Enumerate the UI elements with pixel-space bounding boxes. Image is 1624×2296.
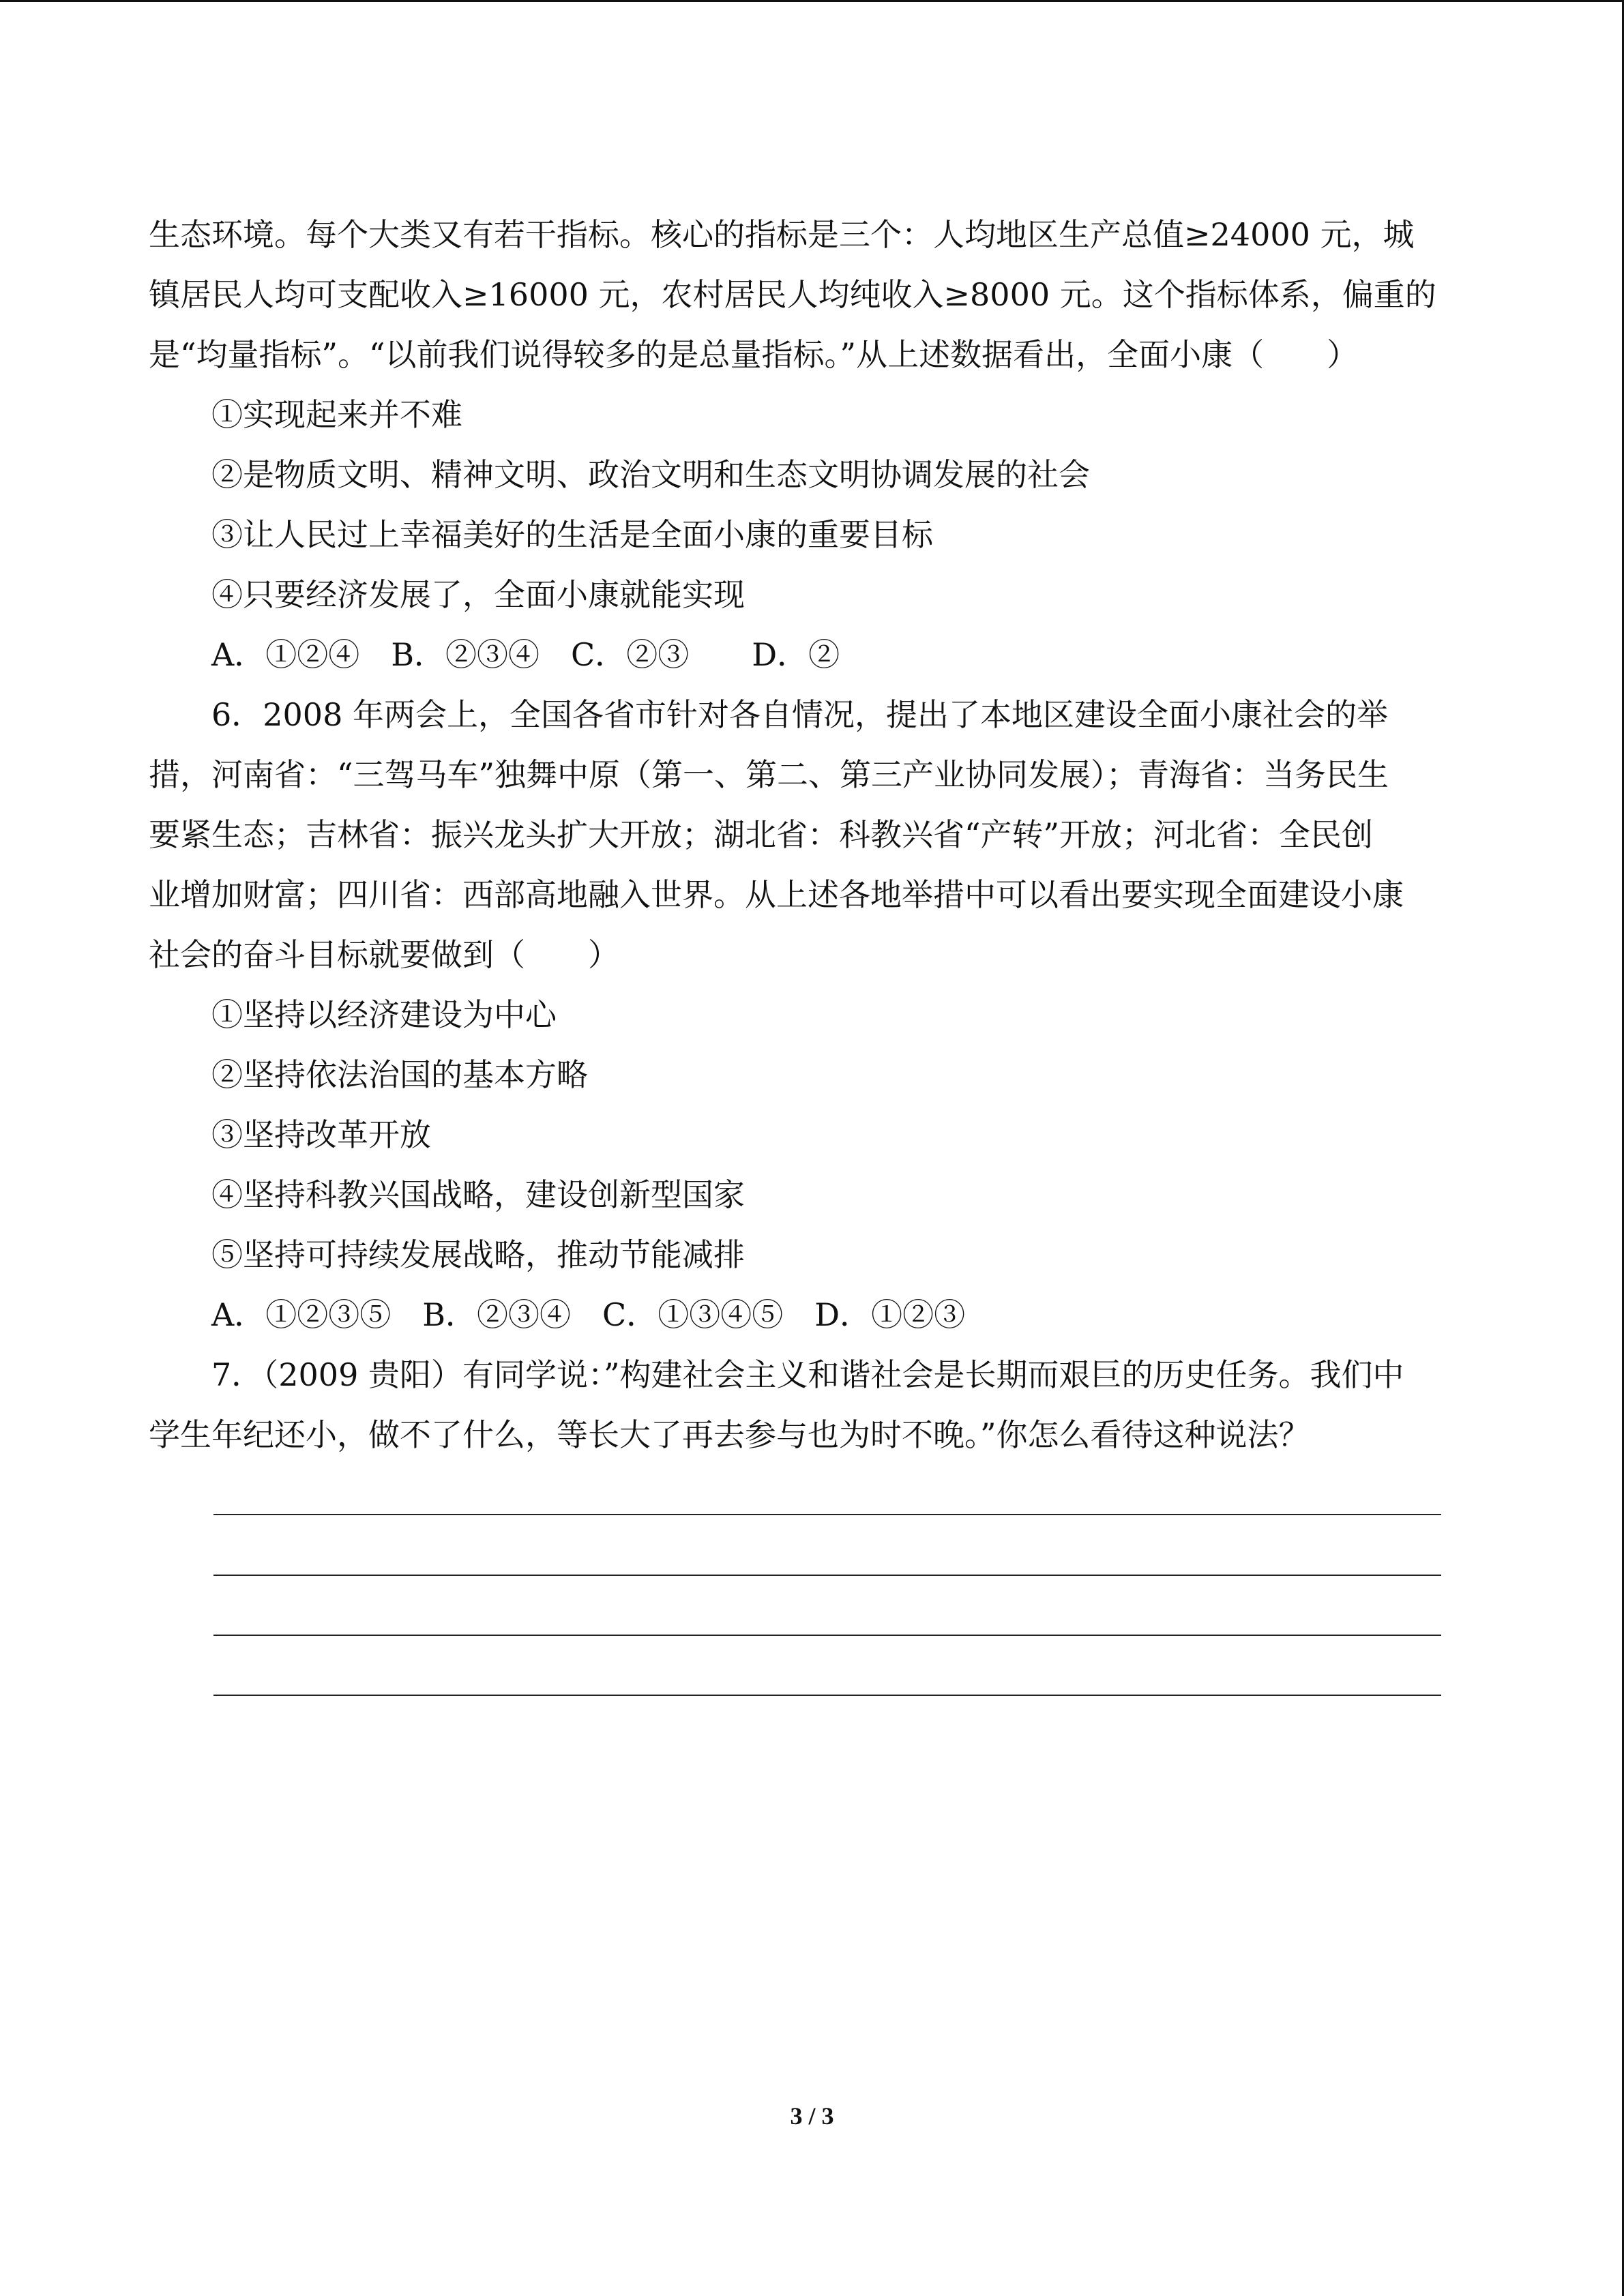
q6-text-line-3: 要紧生态；吉林省：振兴龙头扩大开放；湖北省：科教兴省“产转”开放；河北省：全民创	[149, 816, 1374, 853]
q5-option-3: ③让人民过上幸福美好的生活是全面小康的重要目标	[211, 516, 933, 553]
q6-option-3: ③坚持改革开放	[211, 1116, 431, 1153]
q6-option-1: ①坚持以经济建设为中心	[211, 996, 557, 1033]
q6-option-2: ②坚持依法治国的基本方略	[211, 1056, 588, 1093]
q6-choices: A．①②③⑤ B．②③④ C．①③④⑤ D．①②③	[211, 1296, 966, 1333]
q5-option-4: ④只要经济发展了，全面小康就能实现	[211, 576, 745, 613]
q6-option-4: ④坚持科教兴国战略，建设创新型国家	[211, 1176, 745, 1213]
q6-text-line-1: 6．2008 年两会上，全国各省市针对各自情况，提出了本地区建设全面小康社会的举	[211, 696, 1388, 733]
answer-line-2[interactable]	[213, 1575, 1441, 1576]
page-border-top	[0, 0, 1624, 2]
q7-text-line-2: 学生年纪还小，做不了什么，等长大了再去参与也为时不晚。”你怎么看待这种说法？	[149, 1416, 1310, 1453]
q6-text-line-4: 业增加财富；四川省：西部高地融入世界。从上述各地举措中可以看出要实现全面建设小康	[149, 876, 1404, 913]
page-number: 3 / 3	[790, 2102, 834, 2130]
answer-line-4[interactable]	[213, 1695, 1441, 1696]
answer-line-3[interactable]	[213, 1635, 1441, 1636]
q5-text-line-3: 是“均量指标”。“以前我们说得较多的是总量指标。”从上述数据看出，全面小康（ ）	[149, 336, 1359, 373]
q7-text-line-1: 7．（2009 贵阳）有同学说：”构建社会主义和谐社会是长期而艰巨的历史任务。我们中	[211, 1356, 1404, 1393]
q5-text-line-1: 生态环境。每个大类又有若干指标。核心的指标是三个：人均地区生产总值≥24000 元，城	[149, 216, 1415, 253]
q6-text-line-5: 社会的奋斗目标就要做到（ ）	[149, 936, 619, 973]
q6-text-line-2: 措，河南省：“三驾马车”独舞中原（第一、第二、第三产业协同发展）；青海省：当务民生	[149, 756, 1389, 793]
q5-choices: A．①②④ B．②③④ C．②③ D．②	[211, 636, 840, 673]
q5-option-1: ①实现起来并不难	[211, 396, 462, 433]
q5-option-2: ②是物质文明、精神文明、政治文明和生态文明协调发展的社会	[211, 456, 1090, 493]
answer-line-1[interactable]	[213, 1514, 1441, 1515]
q6-option-5: ⑤坚持可持续发展战略，推动节能减排	[211, 1236, 745, 1273]
q5-text-line-2: 镇居民人均可支配收入≥16000 元，农村居民人均纯收入≥8000 元。这个指标体系，偏重的	[149, 276, 1436, 313]
